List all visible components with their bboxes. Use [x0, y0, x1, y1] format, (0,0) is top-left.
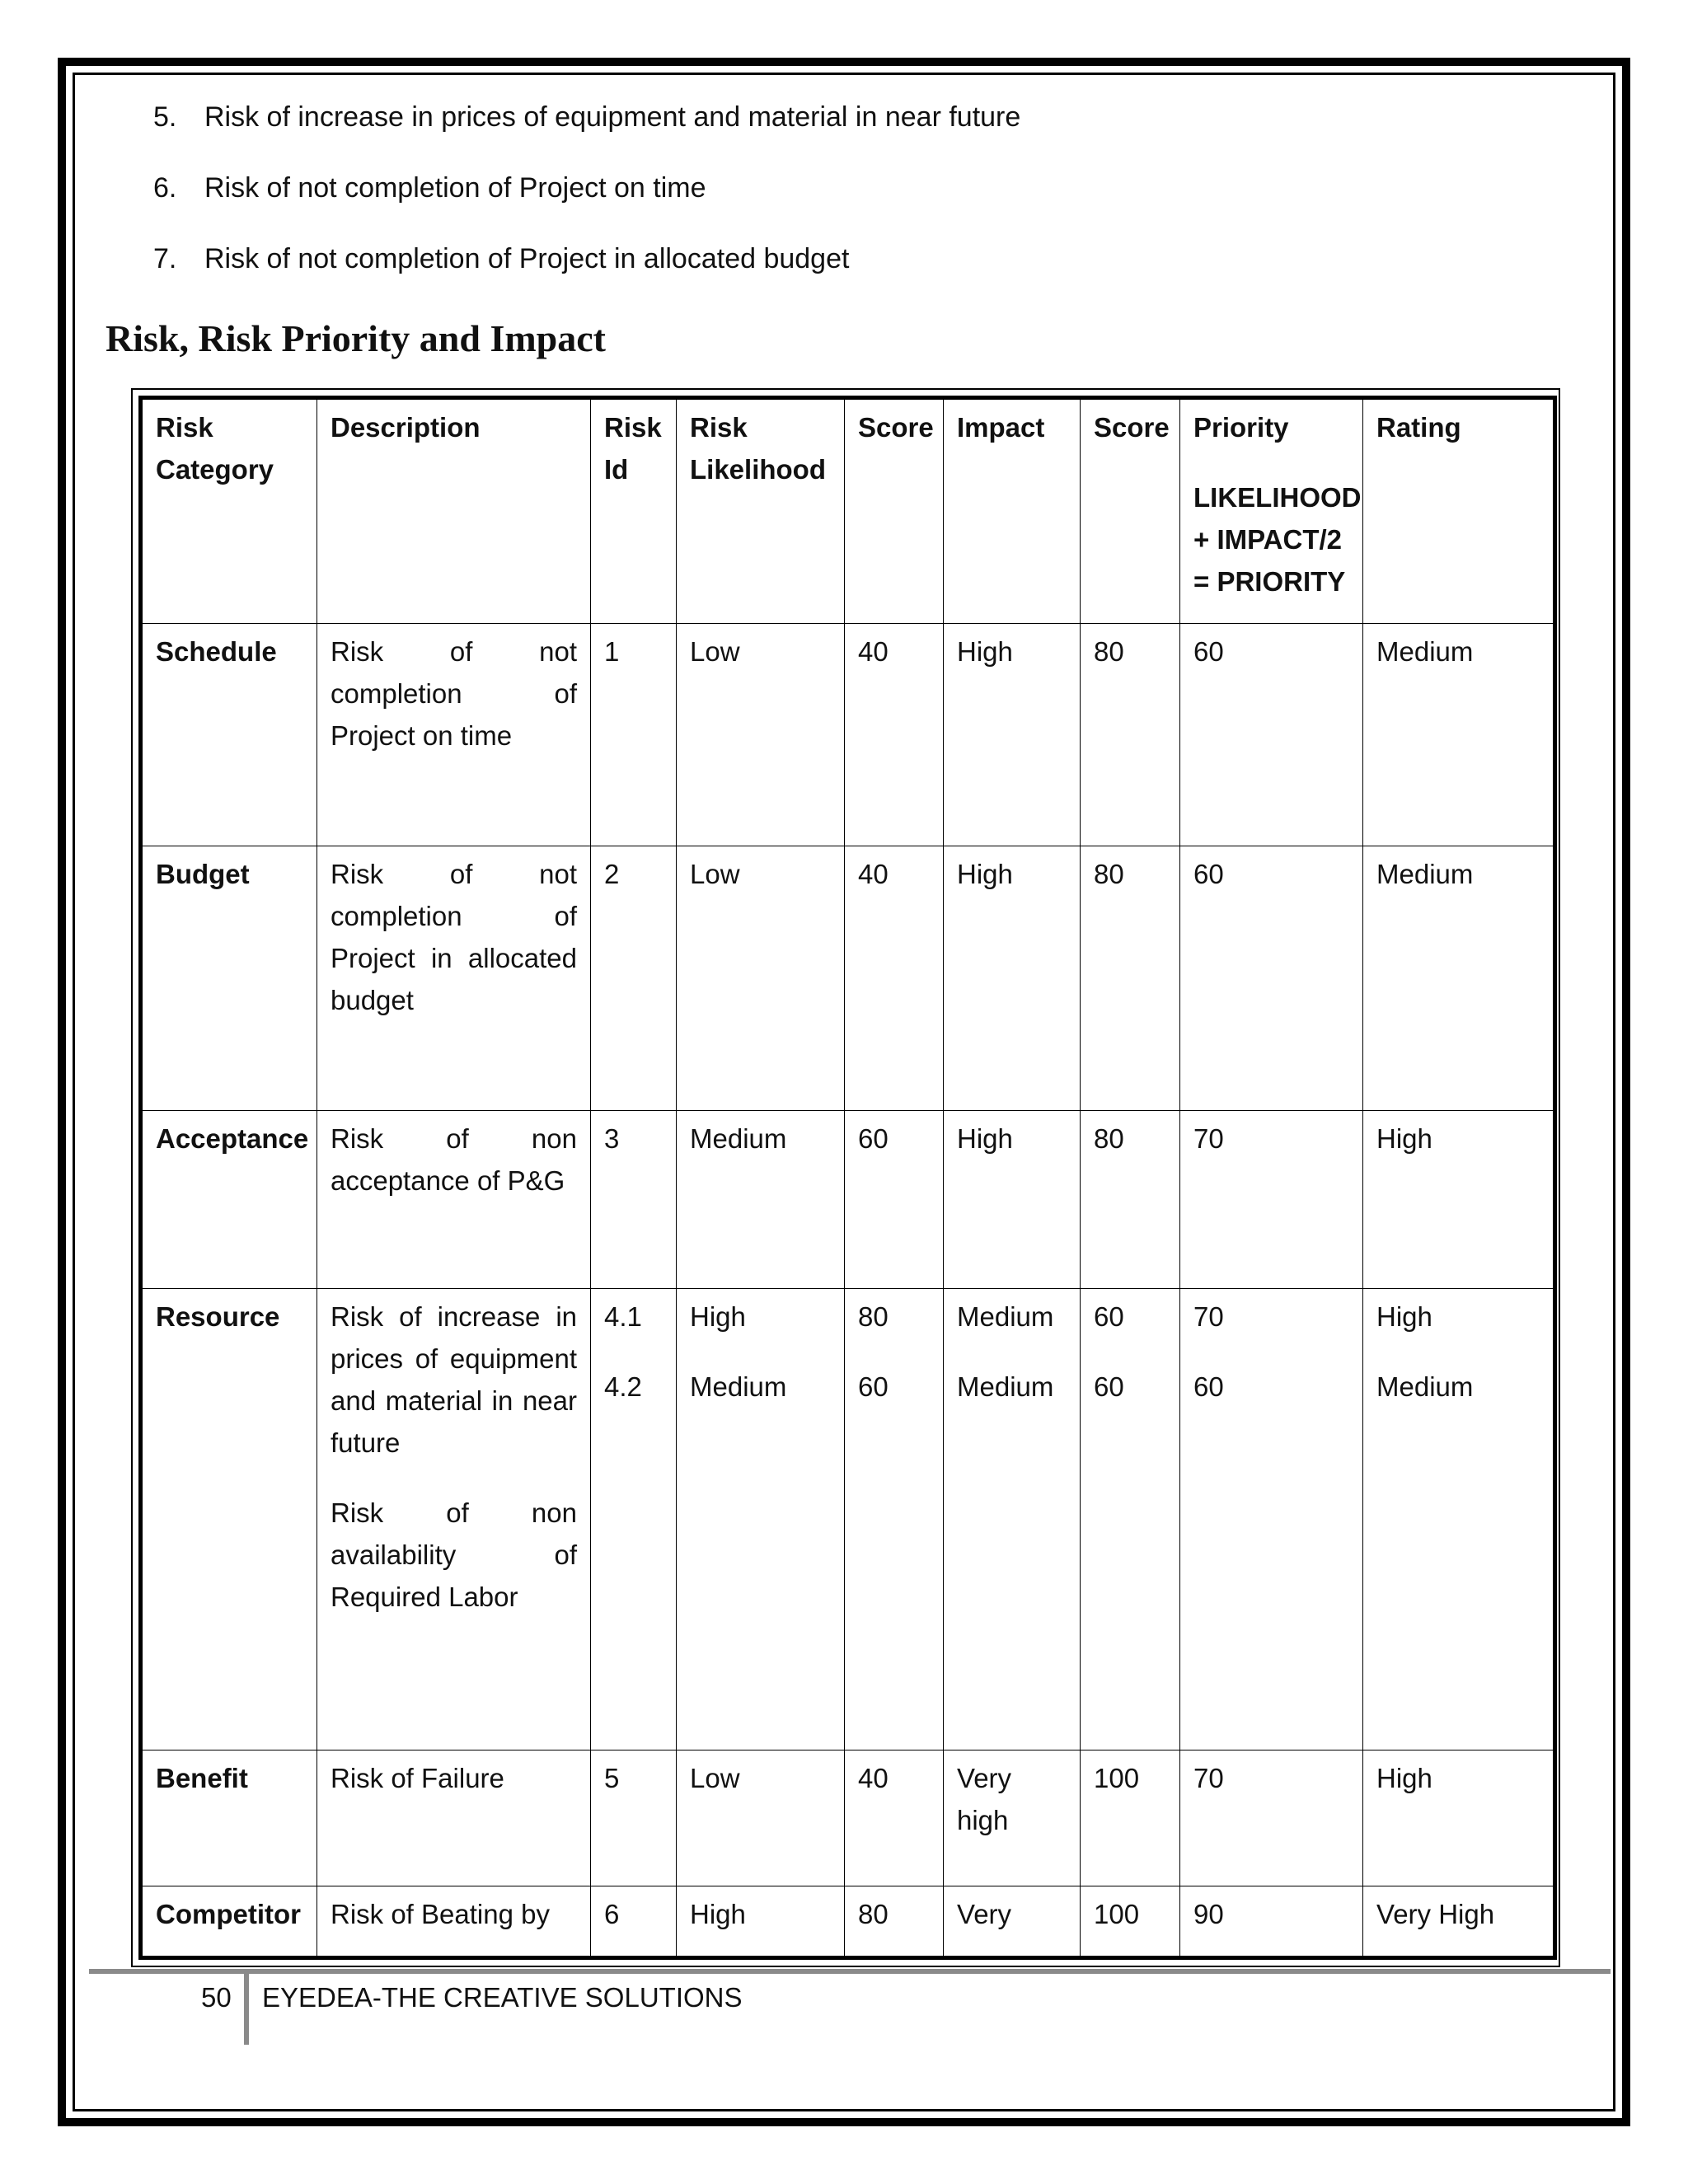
risk-id-value: 1	[604, 636, 620, 668]
cell-likelihood-score	[845, 1750, 944, 1886]
cell-risk-category: Competitor	[141, 1886, 317, 1958]
list-text: Risk of not completion of Project in allocated budget	[204, 243, 850, 274]
cell-priority	[1180, 1288, 1363, 1750]
cell-risk-id	[591, 624, 677, 846]
risk-id-value: 3	[604, 1122, 620, 1154]
description-text: Risk of non acceptance of P&G	[331, 1122, 577, 1196]
likelihood-value: Low	[690, 859, 740, 890]
cell-risk-category: Resource	[141, 1288, 317, 1750]
priority-value: 90	[1193, 1899, 1224, 1930]
header-score: Score	[845, 398, 944, 624]
priority-value: 70	[1193, 1122, 1224, 1154]
likelihood-score-value: 80	[858, 1301, 889, 1332]
likelihood-score-value: 40	[858, 636, 889, 668]
cell-likelihood	[677, 1750, 845, 1886]
cell-impact-score	[1081, 624, 1180, 846]
cell-impact	[944, 1886, 1081, 1958]
likelihood-value: Low	[690, 1762, 740, 1793]
cell-impact-score	[1081, 1288, 1180, 1750]
rating-value: High	[1376, 1301, 1432, 1332]
cell-impact	[944, 1750, 1081, 1886]
cell-risk-id	[591, 1110, 677, 1288]
cell-priority	[1180, 1750, 1363, 1886]
table-row	[141, 1750, 1555, 1886]
risk-id-value: 4.1	[604, 1301, 642, 1332]
risk-id-value: 2	[604, 859, 620, 890]
list-number: 6.	[153, 172, 177, 204]
impact-score-value: 80	[1094, 859, 1124, 890]
priority-value: 70	[1193, 1762, 1224, 1793]
cell-likelihood	[677, 1110, 845, 1288]
priority-label: Priority	[1193, 412, 1289, 443]
list-number: 5.	[153, 101, 177, 133]
cell-risk-id	[591, 1886, 677, 1958]
impact-value: High	[957, 859, 1013, 890]
impact-value: Medium	[957, 1371, 1054, 1402]
cell-impact	[944, 1110, 1081, 1288]
list-number: 7.	[153, 243, 177, 274]
risk-id-value: 5	[604, 1762, 620, 1793]
risk-list	[153, 101, 1020, 313]
cell-likelihood	[677, 1288, 845, 1750]
header-risk-likelihood: Risk Likelihood	[677, 398, 845, 624]
header-risk-id: Risk Id	[591, 398, 677, 624]
impact-value: Medium	[957, 1301, 1054, 1332]
impact-score-value: 80	[1094, 1122, 1124, 1154]
section-title: Risk, Risk Priority and Impact	[106, 317, 606, 359]
list-item	[153, 171, 1020, 242]
likelihood-value: High	[690, 1899, 746, 1930]
cell-rating	[1363, 1750, 1555, 1886]
rating-value: High	[1376, 1762, 1432, 1793]
cell-impact-score	[1081, 1110, 1180, 1288]
impact-score-value: 80	[1094, 636, 1124, 668]
cell-likelihood	[677, 846, 845, 1111]
header-description: Description	[317, 398, 591, 624]
cell-likelihood	[677, 1886, 845, 1958]
rating-value: Medium	[1376, 636, 1474, 668]
cell-likelihood-score	[845, 1288, 944, 1750]
footer-rule	[89, 1969, 1611, 1974]
description-text: Risk of increase in prices of equipment and material in near future	[331, 1301, 577, 1458]
impact-score-value: 60	[1094, 1371, 1124, 1402]
table-row	[141, 1886, 1555, 1958]
cell-likelihood-score	[845, 624, 944, 846]
header-score: Score	[1081, 398, 1180, 624]
risk-id-value: 6	[604, 1899, 620, 1930]
cell-impact	[944, 1288, 1081, 1750]
cell-description	[317, 846, 591, 1111]
likelihood-value: Medium	[690, 1371, 787, 1402]
rating-value: Very High	[1376, 1899, 1495, 1930]
likelihood-score-value: 60	[858, 1122, 889, 1154]
likelihood-score-value: 40	[858, 1762, 889, 1793]
priority-value: 60	[1193, 636, 1224, 668]
likelihood-score-value: 80	[858, 1899, 889, 1930]
cell-priority	[1180, 1886, 1363, 1958]
header-risk-category: Risk Category	[141, 398, 317, 624]
rating-value: Medium	[1376, 859, 1474, 890]
risk-id-value: 4.2	[604, 1371, 642, 1402]
description-text: Risk of not completion of Project on time	[331, 636, 577, 752]
cell-priority	[1180, 1110, 1363, 1288]
table-row	[141, 624, 1555, 846]
footer-text: EYEDEA-THE CREATIVE SOLUTIONS	[262, 1982, 743, 2013]
rating-value: Medium	[1376, 1371, 1474, 1402]
risk-table-frame	[131, 388, 1560, 1967]
cell-description	[317, 1886, 591, 1958]
likelihood-value: High	[690, 1301, 746, 1332]
cell-description	[317, 624, 591, 846]
cell-risk-id	[591, 1288, 677, 1750]
cell-risk-id	[591, 1750, 677, 1886]
table-row	[141, 1110, 1555, 1288]
likelihood-score-value: 60	[858, 1371, 889, 1402]
header-impact: Impact	[944, 398, 1081, 624]
risk-table	[138, 396, 1557, 1960]
footer-divider	[244, 1974, 249, 2045]
cell-risk-category: Budget	[141, 846, 317, 1111]
cell-likelihood-score	[845, 1886, 944, 1958]
priority-value: 60	[1193, 1371, 1224, 1402]
priority-formula: LIKELIHOOD + IMPACT/2 = PRIORITY	[1193, 482, 1362, 597]
list-text: Risk of increase in prices of equipment and material in near future	[204, 101, 1021, 133]
page-number: 50	[201, 1982, 232, 2013]
cell-risk-id	[591, 846, 677, 1111]
cell-impact-score	[1081, 1750, 1180, 1886]
cell-likelihood	[677, 624, 845, 846]
cell-priority	[1180, 846, 1363, 1111]
cell-likelihood-score	[845, 1110, 944, 1288]
impact-value: High	[957, 1122, 1013, 1154]
list-item	[153, 242, 1020, 313]
likelihood-value: Low	[690, 636, 740, 668]
impact-score-value: 100	[1094, 1762, 1140, 1793]
cell-impact	[944, 846, 1081, 1111]
description-text: Risk of not completion of Project in allocated budget	[331, 859, 577, 1016]
cell-description	[317, 1110, 591, 1288]
cell-risk-category: Acceptance	[141, 1110, 317, 1288]
table-header-row	[141, 398, 1555, 624]
description-text: Risk of Beating by	[331, 1899, 550, 1930]
impact-score-value: 60	[1094, 1301, 1124, 1332]
likelihood-score-value: 40	[858, 859, 889, 890]
cell-rating	[1363, 1110, 1555, 1288]
header-rating: Rating	[1363, 398, 1555, 624]
description-text: Risk of Failure	[331, 1762, 504, 1793]
cell-rating	[1363, 1288, 1555, 1750]
cell-description	[317, 1288, 591, 1750]
cell-rating	[1363, 846, 1555, 1111]
impact-value: Very	[957, 1899, 1012, 1930]
cell-risk-category: Benefit	[141, 1750, 317, 1886]
cell-impact-score	[1081, 846, 1180, 1111]
table-row	[141, 1288, 1555, 1750]
impact-value: High	[957, 636, 1013, 668]
description-text: Risk of non availability of Required Labor	[331, 1497, 577, 1612]
rating-value: High	[1376, 1122, 1432, 1154]
impact-score-value: 100	[1094, 1899, 1140, 1930]
priority-value: 70	[1193, 1301, 1224, 1332]
cell-rating	[1363, 1886, 1555, 1958]
cell-impact-score	[1081, 1886, 1180, 1958]
cell-priority	[1180, 624, 1363, 846]
cell-risk-category: Schedule	[141, 624, 317, 846]
list-text: Risk of not completion of Project on time	[204, 172, 706, 204]
list-item	[153, 101, 1020, 171]
cell-impact	[944, 624, 1081, 846]
header-priority	[1180, 398, 1363, 624]
impact-value: Very high	[957, 1762, 1012, 1835]
likelihood-value: Medium	[690, 1122, 787, 1154]
table-row	[141, 846, 1555, 1111]
cell-likelihood-score	[845, 846, 944, 1111]
priority-value: 60	[1193, 859, 1224, 890]
cell-rating	[1363, 624, 1555, 846]
cell-description	[317, 1750, 591, 1886]
